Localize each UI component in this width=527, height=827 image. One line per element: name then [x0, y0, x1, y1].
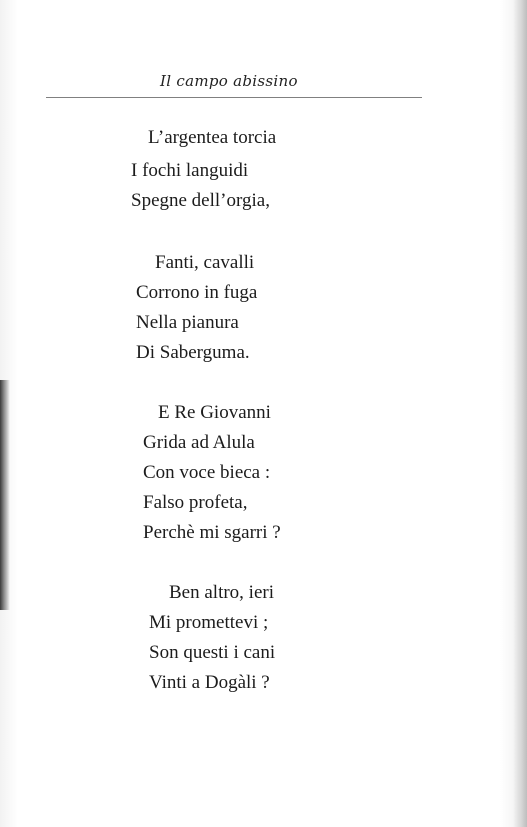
header-rule: [46, 97, 422, 98]
poem-line: Nella pianura: [136, 312, 239, 333]
poem-line: Fanti, cavalli: [155, 252, 255, 273]
poem-line: Mi promettevi ;: [149, 612, 269, 633]
poem-line: Son questi i cani: [149, 642, 276, 663]
poem-line: Di Saberguma.: [136, 342, 250, 363]
running-title: Il campo abissino: [160, 72, 298, 90]
poem-line: Spegne dell’orgia,: [131, 190, 270, 211]
poem-line: Con voce bieca :: [143, 462, 271, 483]
poem-line: Falso profeta,: [143, 492, 248, 513]
poem-line: E Re Giovanni: [158, 402, 271, 423]
poem-line: Grida ad Alula: [143, 432, 255, 453]
page-binding-shadow: [0, 380, 10, 610]
page-edge-shadow: [513, 0, 527, 827]
poem-line: Corrono in fuga: [136, 282, 258, 303]
poem-line: L’argentea torcia: [148, 127, 277, 148]
poem-line: Vinti a Dogàli ?: [149, 672, 270, 693]
poem-line: I fochi languidi: [131, 160, 249, 181]
poem-line: Perchè mi sgarri ?: [143, 522, 281, 543]
poem-line: Ben altro, ieri: [169, 582, 274, 603]
